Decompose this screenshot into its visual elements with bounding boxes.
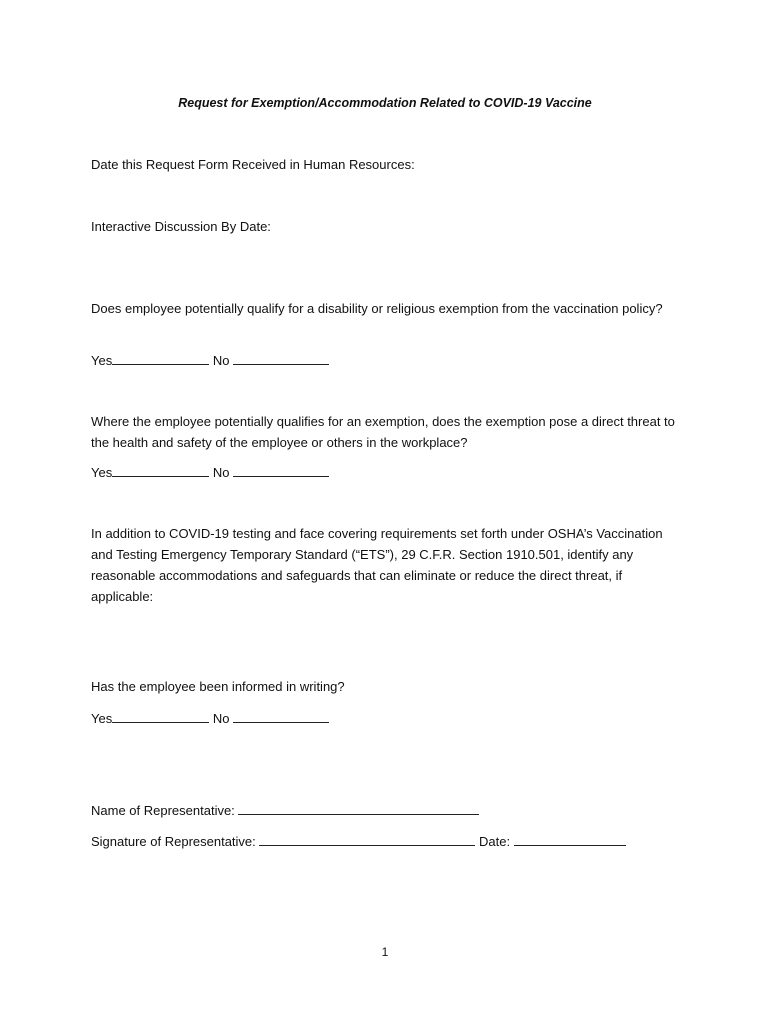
no-blank-line[interactable] xyxy=(233,464,329,477)
question-1-text: Does employee potentially qualify for a disability or religious exemption from the vaccination policy? xyxy=(91,301,663,316)
page-title: Request for Exemption/Accommodation Related to COVID-19 Vaccine xyxy=(178,96,592,110)
yes-label: Yes xyxy=(91,465,113,480)
no-blank-line[interactable] xyxy=(233,352,329,365)
date-received-label: Date this Request Form Received in Human Resources: xyxy=(91,157,415,172)
question-2-text: Where the employee potentially qualifies for an exemption, does the exemption pose a direct threat to the health and safety of the employee or others in the workplace? xyxy=(91,414,675,450)
yes-blank-line[interactable] xyxy=(112,464,209,477)
question-4-answer-row xyxy=(91,710,329,726)
no-label: No xyxy=(212,353,230,368)
yes-label: Yes xyxy=(91,711,113,726)
no-label: No xyxy=(212,711,230,726)
date-label: Date: xyxy=(479,834,511,849)
representative-name-row xyxy=(91,802,479,818)
date-line[interactable] xyxy=(514,833,626,846)
yes-label: Yes xyxy=(91,353,113,368)
representative-name-line[interactable] xyxy=(238,802,479,815)
representative-signature-line[interactable] xyxy=(259,833,475,846)
page-number: 1 xyxy=(381,945,389,959)
no-blank-line[interactable] xyxy=(233,710,329,723)
representative-signature-label: Signature of Representative: xyxy=(91,834,256,849)
question-2-answer-row xyxy=(91,464,329,480)
interactive-discussion-label: Interactive Discussion By Date: xyxy=(91,219,271,234)
representative-name-label: Name of Representative: xyxy=(91,803,235,818)
question-3-text: In addition to COVID-19 testing and face covering requirements set forth under OSHA’s Vaccination and Testing Emergency Temporary Standard (“ETS”), 29 C.F.R. Section 1910.501, identify any reasonable accommodations and safeguards that can eliminate or reduce the direct threat, if applicable: xyxy=(91,526,663,604)
no-label: No xyxy=(212,465,230,480)
question-1-answer-row xyxy=(91,352,329,368)
yes-blank-line[interactable] xyxy=(112,352,209,365)
representative-signature-row xyxy=(91,833,626,849)
question-4-text: Has the employee been informed in writing? xyxy=(91,679,345,694)
yes-blank-line[interactable] xyxy=(112,710,209,723)
